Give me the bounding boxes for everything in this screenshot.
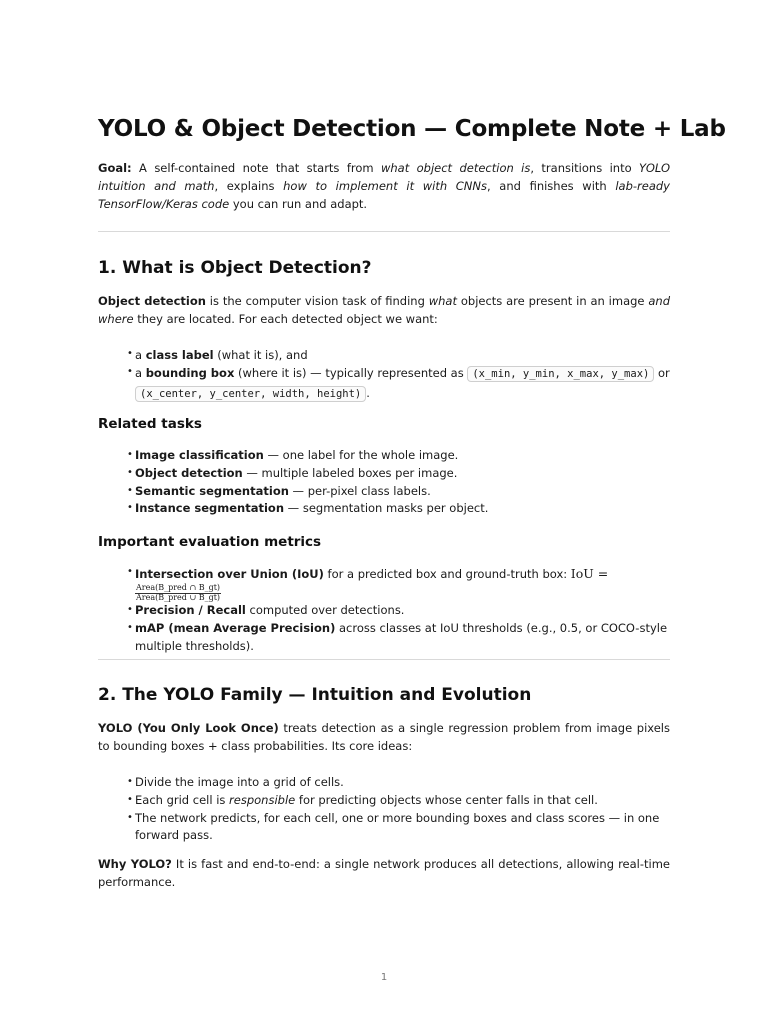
section1-heading: 1. What is Object Detection? — [98, 258, 372, 278]
list-item — [127, 602, 670, 620]
list-item — [127, 483, 670, 501]
section2-intro — [98, 720, 670, 756]
yolo-ideas-list — [98, 774, 670, 845]
item-emph: responsible — [229, 792, 296, 807]
list-item — [127, 564, 670, 602]
iou-fraction — [135, 584, 221, 603]
item-bold: Intersection over Union (IoU) — [135, 567, 324, 581]
goal-text-3: , explains — [214, 178, 284, 193]
item-text: — one label for the whole image. — [263, 448, 459, 462]
iou-denominator: Area(B_pred ∪ B_gt) — [136, 592, 221, 602]
item-text: for a predicted box and ground-truth box: — [323, 567, 571, 581]
goal-text-2: , transitions into — [530, 161, 640, 175]
iou-numerator: Area(B_pred ∩ B_gt) — [136, 582, 221, 592]
item-bold: bounding box — [145, 366, 235, 381]
document-title: YOLO & Object Detection — Complete Note + Lab — [98, 116, 726, 142]
intro-emph-2: and where — [98, 294, 670, 326]
list-item — [127, 447, 670, 465]
list-item — [127, 346, 670, 364]
item-text: — segmentation masks per object. — [284, 501, 489, 516]
list-item: • The network predicts, for each cell, one or more bounding boxes and class scores — in one forward pass. — [127, 810, 670, 846]
inline-code: (x_min, y_min, x_max, y_max) — [467, 366, 654, 382]
item-text: a — [135, 348, 146, 362]
goal-text-1: A self-contained note that starts from — [131, 161, 381, 175]
item-text: a — [135, 366, 146, 381]
item-text: — per-pixel class labels. — [288, 483, 431, 498]
list-item — [127, 500, 670, 518]
section2-heading: 2. The YOLO Family — Intuition and Evolution — [98, 685, 532, 705]
item-bold: class label — [145, 348, 214, 362]
intro-bold: Object detection — [98, 294, 206, 308]
item-bold: Precision / Recall — [135, 603, 246, 618]
metrics-list — [98, 564, 670, 656]
intro-emph-1: what — [428, 294, 457, 308]
list-item — [127, 364, 670, 403]
metrics-heading: Important evaluation metrics — [98, 534, 322, 550]
item-text: (where it is) — typically represented as — [234, 366, 468, 381]
item-bold: Instance segmentation — [135, 501, 285, 516]
section-divider — [98, 231, 670, 232]
goal-text-5: you can run and adapt. — [229, 196, 368, 211]
item-text: Each grid cell is — [135, 792, 230, 807]
list-item — [127, 792, 670, 810]
goal-label: Goal: — [98, 161, 132, 175]
intro-bold: YOLO (You Only Look Once) — [98, 721, 279, 735]
item-text: (what it is), and — [213, 348, 308, 362]
inline-code: (x_center, y_center, width, height) — [135, 386, 366, 402]
intro-text-1: is the computer vision task of finding — [205, 294, 429, 308]
item-text: — multiple labeled boxes per image. — [242, 465, 458, 480]
why-yolo-paragraph — [98, 856, 670, 892]
item-text: for predicting objects whose center falls in that cell. — [295, 792, 598, 807]
item-text: . — [366, 385, 370, 400]
section1-intro — [98, 293, 670, 329]
item-bold: Semantic segmentation — [135, 483, 289, 498]
item-text: across classes at IoU thresholds (e.g., 0.5, or COCO-style multiple thresholds). — [135, 621, 668, 654]
item-bold: Object detection — [135, 465, 243, 480]
list-item — [127, 465, 670, 483]
item-text: or — [654, 366, 670, 381]
list-item — [127, 620, 670, 656]
goal-text-4: , and finishes with — [487, 178, 616, 193]
intro-text-2: objects are present in an image — [457, 294, 649, 308]
goal-emph-1: what object detection is — [380, 161, 531, 175]
goal-emph-3: how to implement it with CNNs — [283, 178, 487, 193]
why-text: It is fast and end-to-end: a single network produces all detections, allowing real-time performance. — [98, 857, 670, 889]
iou-formula-name: IoU = — [570, 566, 609, 581]
list-item: • Divide the image into a grid of cells. — [127, 774, 670, 792]
section-divider — [98, 659, 670, 660]
related-tasks-heading: Related tasks — [98, 416, 202, 432]
item-text: computed over detections. — [245, 603, 405, 618]
item-bold: Image classification — [135, 448, 264, 462]
item-bold: mAP (mean Average Precision) — [135, 621, 336, 636]
goal-emph-4: lab-ready TensorFlow/Keras code — [98, 178, 670, 211]
page-number: 1 — [380, 972, 388, 983]
why-bold: Why YOLO? — [98, 857, 172, 871]
goal-emph-2: YOLO intuition and math — [98, 161, 670, 193]
intro-text-3: they are located. For each detected object we want: — [133, 311, 438, 326]
goal-paragraph — [98, 160, 670, 213]
intro-text: treats detection as a single regression problem from image pixels to bounding boxes + class probabilities. Its core ideas: — [98, 721, 670, 753]
detection-wants-list — [98, 346, 670, 403]
related-tasks-list — [98, 447, 670, 518]
